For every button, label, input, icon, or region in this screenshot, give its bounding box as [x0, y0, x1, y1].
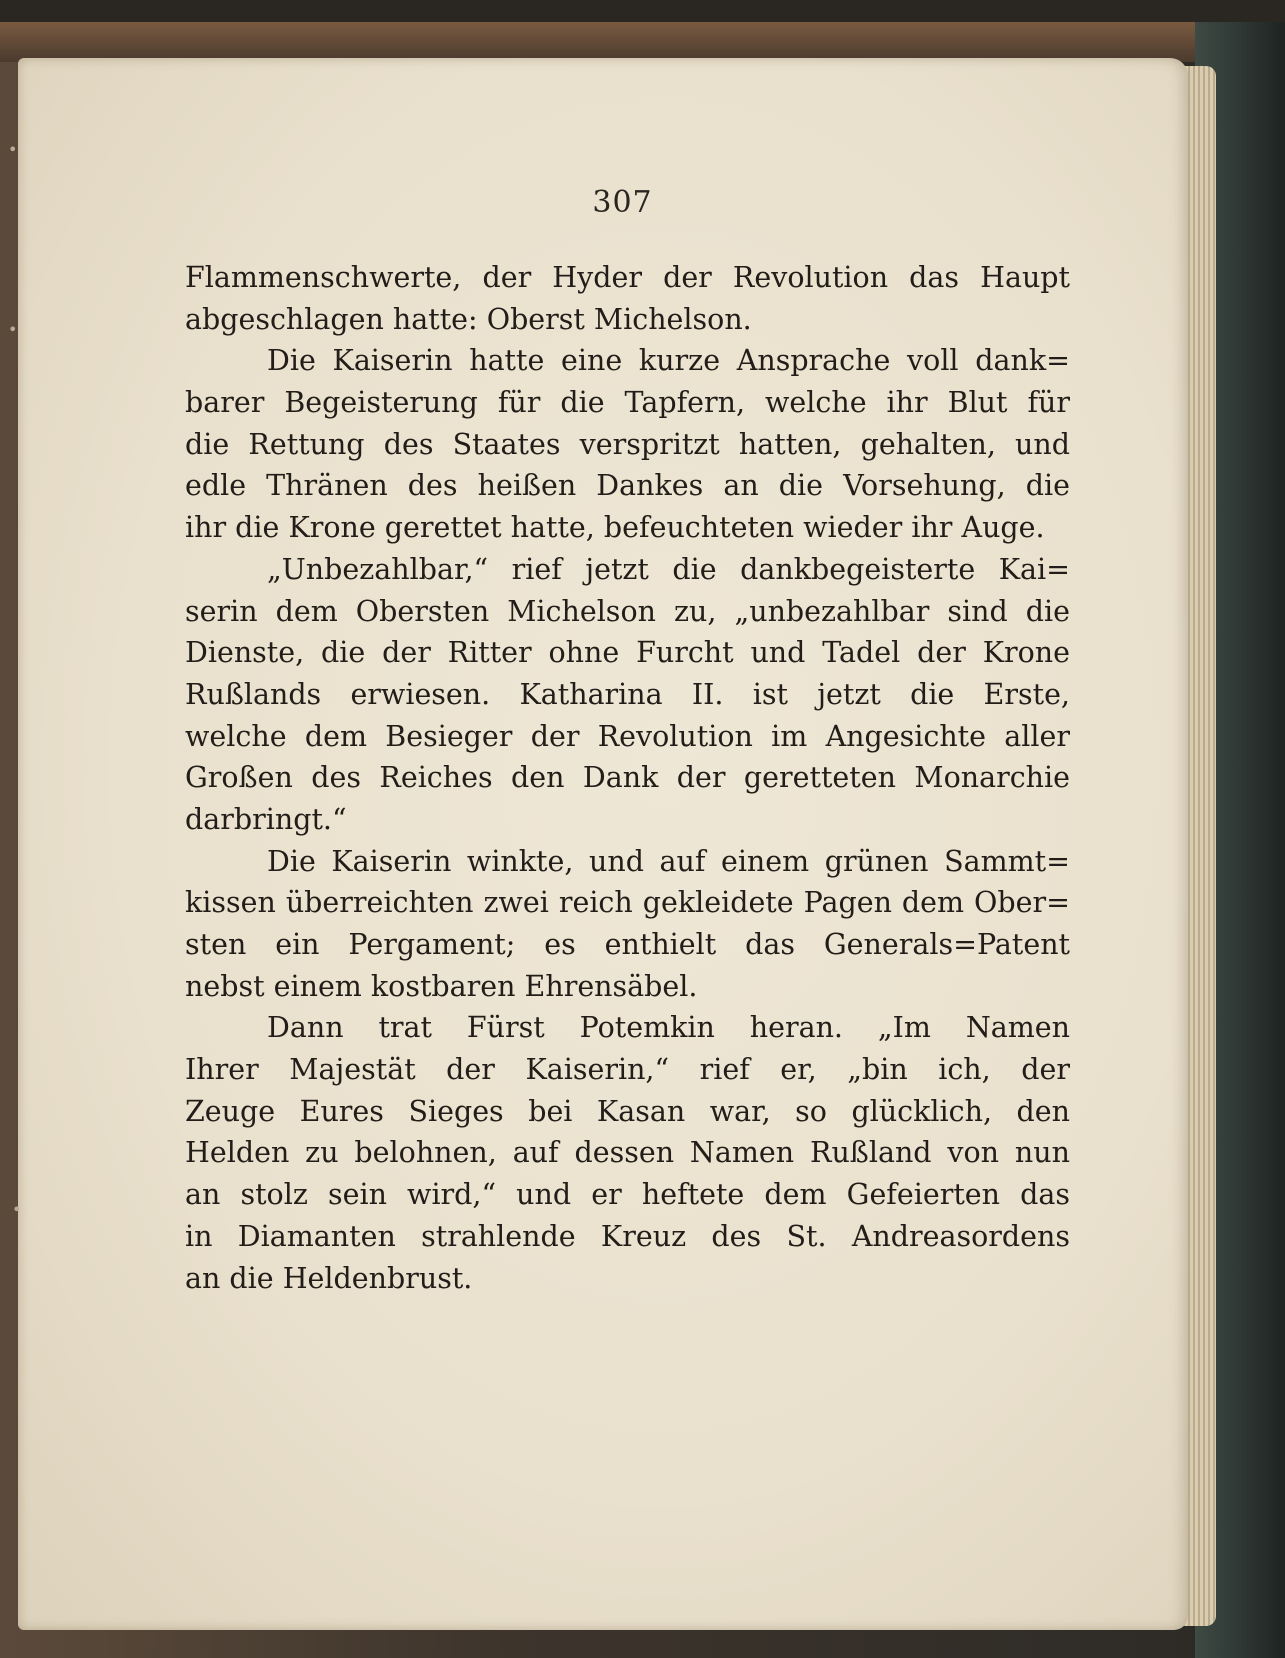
- text-line: Helden zu belohnen, auf dessen Namen Rußland von nun: [185, 1136, 1070, 1170]
- text-line: nebst einem kostbaren Ehrensäbel.: [185, 969, 698, 1003]
- body-text: [185, 257, 1070, 1299]
- text-line: Die Kaiserin hatte eine kurze Ansprache voll dank=: [267, 344, 1070, 378]
- text-line: an stolz sein wird,“ und er heftete dem Gefeierten das: [185, 1178, 1070, 1212]
- text-line: barer Begeisterung für die Tapfern, welche ihr Blut für: [185, 386, 1070, 420]
- margin-speck: •: [8, 140, 18, 159]
- text-line: kissen überreichten zwei reich gekleidete Pagen dem Ober=: [185, 886, 1070, 920]
- text-line: Dienste, die der Ritter ohne Furcht und Tadel der Krone: [185, 636, 1070, 670]
- text-line: sten ein Pergament; es enthielt das Generals=Patent: [185, 928, 1070, 961]
- text-line: serin dem Obersten Michelson zu, „unbezahlbar sind die: [185, 594, 1070, 628]
- text-line: edle Thränen des heißen Dankes an die Vorsehung, die: [185, 469, 1070, 503]
- text-line: Die Kaiserin winkte, und auf einem grünen Sammt=: [267, 844, 1070, 878]
- text-line: Rußlands erwiesen. Katharina II. ist jetzt die Erste,: [185, 677, 1070, 711]
- text-line: an die Heldenbrust.: [185, 1261, 473, 1295]
- text-line: Zeuge Eures Sieges bei Kasan war, so glücklich, den: [185, 1094, 1070, 1128]
- text-line: Großen des Reiches den Dank der geretteten Monarchie: [185, 761, 1070, 795]
- text-line: ihr die Krone gerettet hatte, befeuchteten wieder ihr Auge.: [185, 511, 1045, 545]
- text-line: welche dem Besieger der Revolution im Angesichte aller: [185, 719, 1070, 753]
- text-line: „Unbezahlbar,“ rief jetzt die dankbegeisterte Kai=: [267, 552, 1070, 586]
- text-line: Dann trat Fürst Potemkin heran. „Im Namen: [267, 1011, 1070, 1045]
- margin-speck: •: [8, 320, 18, 339]
- text-line: darbringt.“: [185, 802, 347, 836]
- book-cover-top-edge: [0, 22, 1285, 62]
- text-line: abgeschlagen hatte: Oberst Michelson.: [185, 302, 752, 336]
- margin-speck: •: [12, 1200, 22, 1219]
- text-line: Flammenschwerte, der Hyder der Revolution das Haupt: [185, 261, 1070, 294]
- page-number: 307: [592, 185, 653, 220]
- text-line: Ihrer Majestät der Kaiserin,“ rief er, „bin ich, der: [185, 1053, 1070, 1087]
- text-line: in Diamanten strahlende Kreuz des St. Andreasordens: [185, 1219, 1070, 1253]
- text-line: die Rettung des Staates verspritzt hatten, gehalten, und: [185, 427, 1070, 461]
